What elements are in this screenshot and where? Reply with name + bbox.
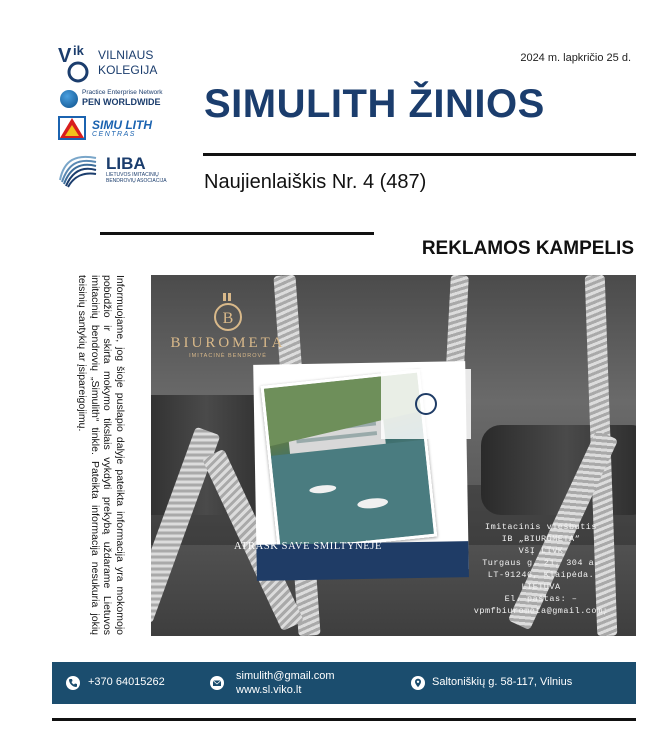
info-line: LT-91246, Klaipėda.: [487, 570, 595, 580]
info-line: El. paštas: –: [504, 594, 578, 604]
vilniaus-kolegija-logo: [56, 40, 176, 86]
contact-footer: [52, 662, 636, 704]
liba-name: LIBA: [106, 154, 146, 173]
footer-email[interactable]: simulith@gmail.com: [236, 670, 335, 682]
info-line: IB „BIUROMETA“: [501, 534, 581, 544]
mail-icon: [210, 676, 224, 690]
globe-icon: [60, 90, 78, 108]
location-icon: [411, 676, 425, 690]
vik-name-line1: VILNIAUS: [98, 48, 154, 62]
issue-date: 2024 m. lapkričio 25 d.: [520, 52, 631, 64]
liba-logo: [56, 150, 176, 190]
info-line: LIETUVA: [521, 582, 561, 592]
vik-logo-icon: [58, 42, 96, 84]
brand-letter: B: [222, 310, 234, 327]
pen-line2: PEN WORLDWIDE: [82, 97, 161, 107]
info-line: Turgaus g. 21, 304 a.: [482, 558, 600, 568]
liba-wave-icon: [56, 150, 100, 188]
footer-phone[interactable]: +370 64015262: [88, 676, 165, 688]
ship-wheel-icon: [415, 393, 437, 415]
banner-text: ATRASK SAVE SMILTYNĖJE: [234, 541, 382, 552]
simulith-line2: CENTRAS: [92, 131, 136, 138]
info-line: Imitacinis viešbutis: [484, 522, 598, 532]
footer-website[interactable]: www.sl.viko.lt: [236, 684, 302, 696]
brand-subtitle: IMITACINĖ BENDROVĖ: [189, 353, 267, 359]
simulith-centras-logo: [56, 116, 176, 144]
footer-address: Saltoniškių g. 58-117, Vilnius: [432, 676, 573, 688]
brand-name: BIUROMETA: [170, 335, 286, 351]
svg-text:ik: ik: [73, 43, 84, 58]
disclaimer-container: [68, 275, 126, 635]
header-divider: [203, 153, 636, 156]
pen-worldwide-logo: [56, 88, 176, 112]
issue-number: Naujienlaiškis Nr. 4 (487): [204, 171, 427, 193]
vik-name-line2: KOLEGIJA: [98, 63, 158, 77]
svg-text:V: V: [58, 45, 72, 67]
newsletter-title: SIMULITH ŽINIOS: [204, 82, 545, 126]
disclaimer-text: Informuojame, jog šioje puslapio dalyje pateikta informacija yra mokomojo pobūdžio ir skirta mokymo tikslais vykdyti prekybą uždarame Lietuvos imitacinių bendrovių „Simulith“ tinkle. Pateikta informacija nesukuria jokių teisinių santykių ar įsipareigojimų.: [76, 275, 126, 635]
phone-icon: [66, 676, 80, 690]
liba-subtitle: LIETUVOS IMITACINIŲ BENDROVIŲ ASOCIACIJA: [106, 172, 167, 184]
info-line: VšĮ LTVK: [518, 546, 564, 556]
simulith-line1: SIMU LITH: [92, 118, 152, 132]
info-line: vpmfbiurometa@gmail.com;: [473, 606, 609, 616]
section-divider: [100, 232, 374, 235]
contact-info: [451, 521, 631, 617]
footer-divider: [52, 718, 636, 721]
section-title: REKLAMOS KAMPELIS: [421, 238, 634, 259]
advertisement-image: [151, 275, 636, 636]
biurometa-emblem-icon: [211, 293, 245, 333]
pen-line1: Practice Enterprise Network: [82, 89, 163, 96]
